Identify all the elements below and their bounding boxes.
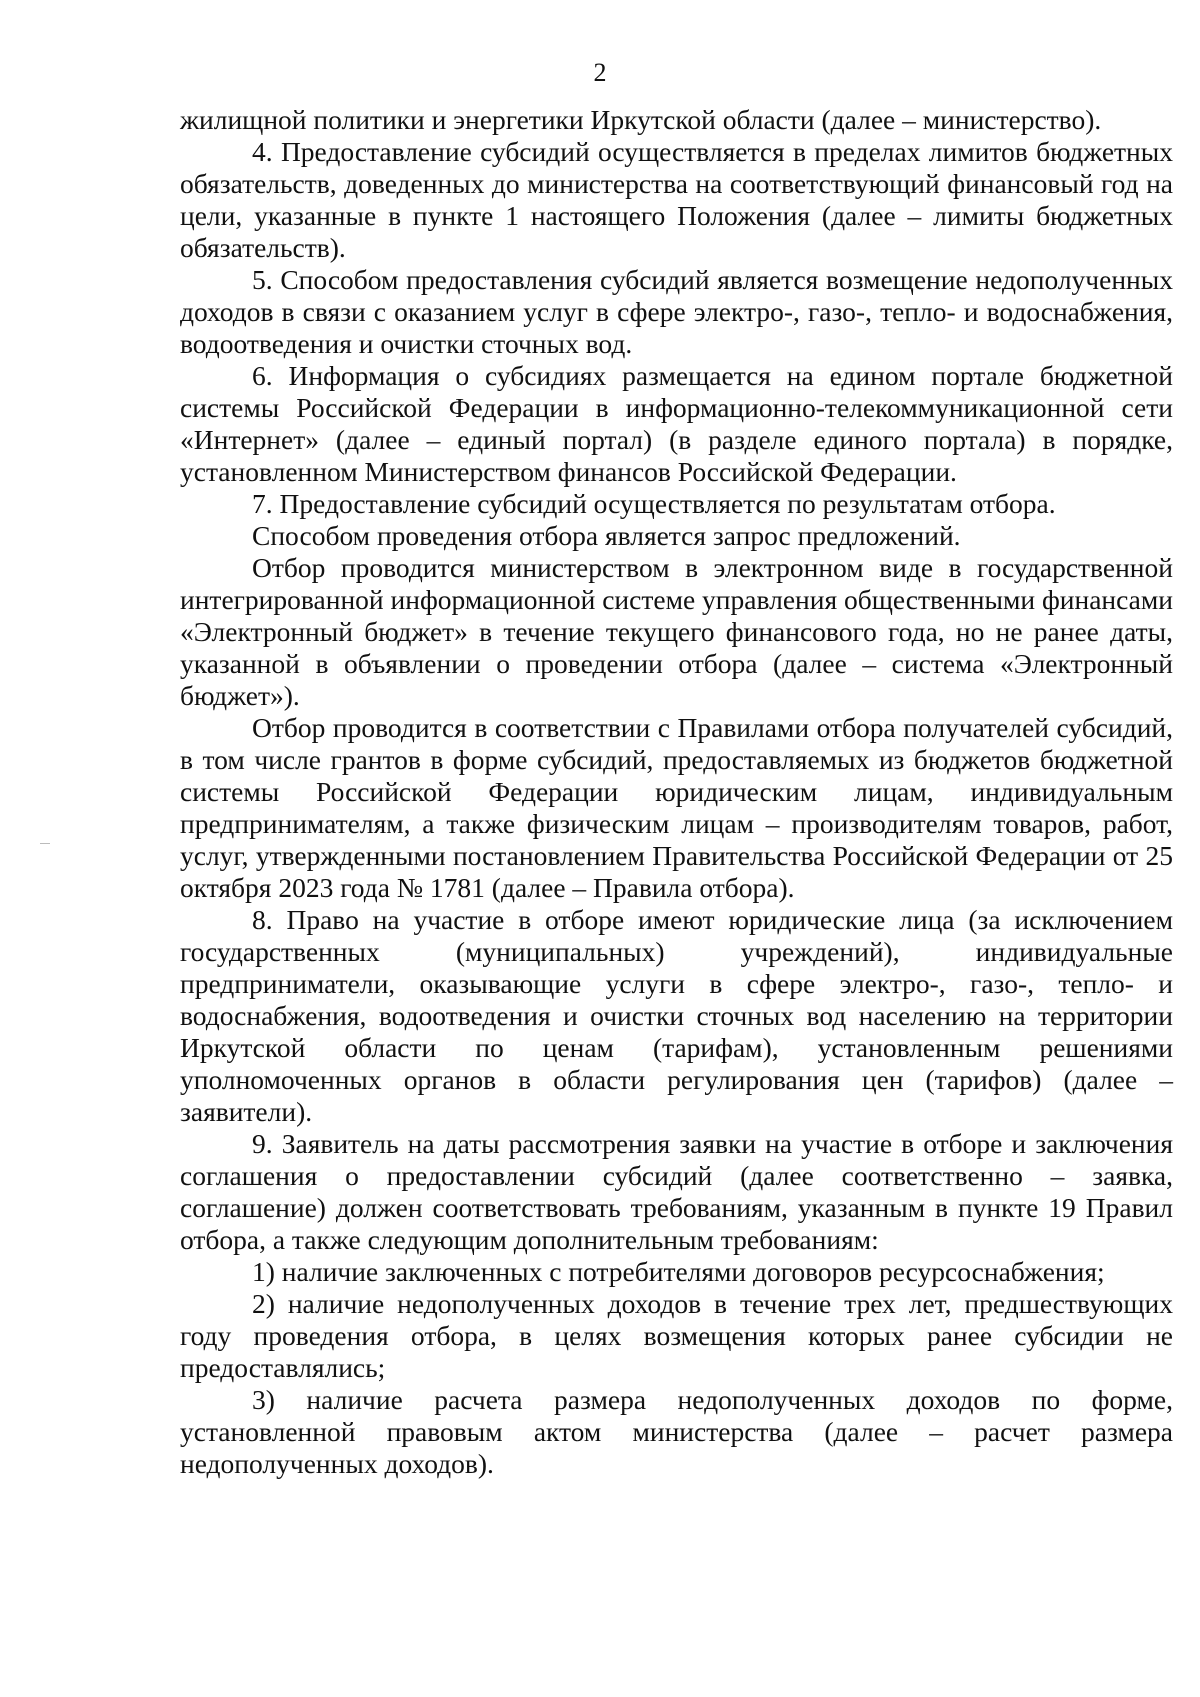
- paragraph: 6. Информация о субсидиях размещается на едином портале бюджетной системы Российской Федерации в информационно-телекоммуникационной сети «Интернет» (далее – единый портал) (в разделе единого портала) в порядке, установленном Министерством финансов Российской Федерации.: [180, 360, 1173, 487]
- paragraph: 4. Предоставление субсидий осуществляется в пределах лимитов бюджетных обязательств, доведенных до министерства на соответствующий финансовый год на цели, указанные в пункте 1 настоящего Положения (далее – лимиты бюджетных обязательств).: [180, 136, 1173, 263]
- paragraph: 3) наличие расчета размера недополученных доходов по форме, установленной правовым актом министерства (далее – расчет размера недополученных доходов).: [180, 1384, 1173, 1479]
- paragraph: Отбор проводится министерством в электронном виде в государственной интегрированной информационной системе управления общественными финансами «Электронный бюджет» в течение текущего финансового года, но не ранее даты, указанной в объявлении о проведении отбора (далее – система «Электронный бюджет»).: [180, 552, 1173, 711]
- paragraph: жилищной политики и энергетики Иркутской области (далее – министерство).: [180, 104, 1102, 135]
- document-body: [180, 104, 1173, 1480]
- page-number: 2: [593, 58, 607, 87]
- paragraph: 1) наличие заключенных с потребителями договоров ресурсоснабжения;: [252, 1256, 1105, 1287]
- paragraph: 5. Способом предоставления субсидий является возмещение недополученных доходов в связи с оказанием услуг в сфере электро-, газо-, тепло- и водоснабжения, водоотведения и очистки сточных вод.: [180, 264, 1173, 359]
- paragraph: 8. Право на участие в отборе имеют юридические лица (за исключением государственных (муниципальных) учреждений), индивидуальные предприниматели, оказывающие услуги в сфере электро-, газо-, тепло- и водоснабжения, водоотведения и очистки сточных вод населению на территории Иркутской области по ценам (тарифам), установленным решениями уполномоченных органов в области регулирования цен (тарифов) (далее – заявители).: [180, 904, 1173, 1127]
- paragraph: Отбор проводится в соответствии с Правилами отбора получателей субсидий, в том числе грантов в форме субсидий, предоставляемых из бюджетов бюджетной системы Российской Федерации юридическим лицам, индивидуальным предпринимателям, а также физическим лицам – производителям товаров, работ, услуг, утвержденными постановлением Правительства Российской Федерации от 25 октября 2023 года № 1781 (далее – Правила отбора).: [180, 712, 1173, 903]
- paragraph: 2) наличие недополученных доходов в течение трех лет, предшествующих году проведения отбора, в целях возмещения которых ранее субсидии не предоставлялись;: [180, 1288, 1173, 1383]
- paragraph: 7. Предоставление субсидий осуществляется по результатам отбора.: [252, 488, 1056, 519]
- margin-mark: [40, 843, 50, 844]
- paragraph: Способом проведения отбора является запрос предложений.: [252, 520, 961, 551]
- paragraph: 9. Заявитель на даты рассмотрения заявки на участие в отборе и заключения соглашения о предоставлении субсидий (далее соответственно – заявка, соглашение) должен соответствовать требованиям, указанным в пункте 19 Правил отбора, а также следующим дополнительным требованиям:: [180, 1128, 1173, 1255]
